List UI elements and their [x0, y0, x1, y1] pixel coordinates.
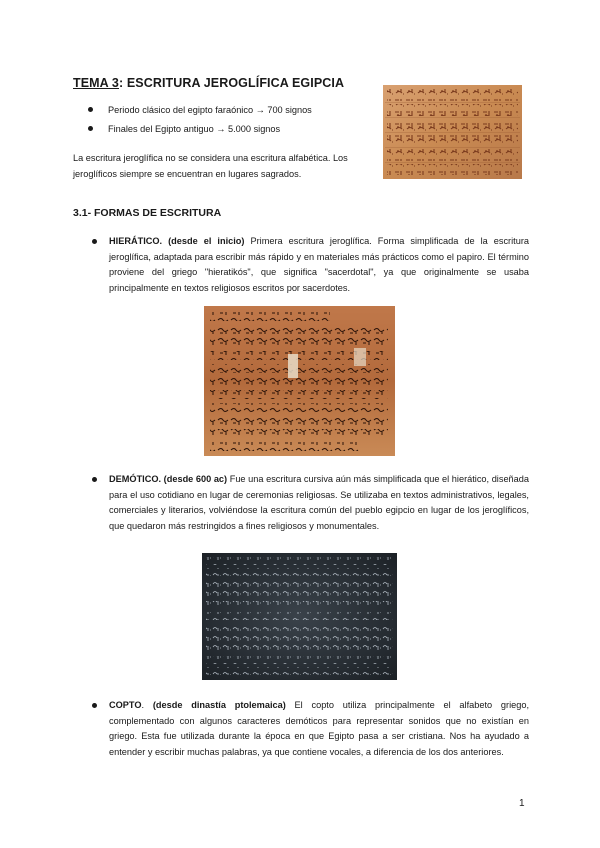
- section-heading: 3.1- FORMAS DE ESCRITURA: [73, 207, 222, 219]
- term: DEMÓTICO.: [109, 474, 162, 484]
- bullet-icon: [88, 126, 93, 131]
- date-range: (desde 600 ac): [163, 474, 228, 484]
- hieratic-papyrus-image: [204, 306, 395, 456]
- date-range: (desde el inicio): [168, 236, 245, 246]
- description: El copto utiliza principalmente el alfabeto griego, complementado con algunos caracteres demóticos para representar sonidos que no existían en griego. Esta fue utilizada durante la época en que Egipto pasa a ser cristiana. Nos ha ayudado a entender y escribir muchas palabras, ya que contiene vocales, a diferencia de los dos anteriores.: [109, 700, 529, 757]
- description: Fue una escritura cursiva aún más simplificada que el hierático, diseñada para el uso cotidiano en lugar de ceremonias religiosas. Se utilizaba en textos administrativos, legales, comerciales y literarios, volviéndose la escritura común del pueblo egipcio en lugar de los jeroglíficos, que quedaron más restringidos a fines religiosos y monumentales.: [109, 474, 529, 531]
- list-item-demotic: [92, 472, 529, 534]
- title-prefix: TEMA 3: [73, 76, 119, 90]
- page-title: [73, 76, 344, 90]
- hieroglyphic-carving-image: [383, 85, 522, 179]
- intro-paragraph: La escritura jeroglífica no se considera una escritura alfabética. Los jeroglíficos siempre se encuentran en lugares sagrados.: [73, 153, 348, 179]
- bullet-icon: [88, 107, 93, 112]
- title-rest: : ESCRITURA JEROGLÍFICA EGIPCIA: [118, 76, 345, 90]
- list-item: Finales del Egipto antiguo → 5.000 signos: [88, 119, 312, 138]
- date-range: (desde dinastía ptolemaica): [152, 700, 286, 710]
- term: HIERÁTICO.: [109, 236, 163, 246]
- bullet-icon: [92, 239, 97, 244]
- term: COPTO: [109, 700, 142, 710]
- list-item-hieratic: [92, 234, 529, 296]
- list-item-coptic: COPTO. (desde dinastía ptolemaica) El copto utiliza principalmente el alfabeto griego, complementado con algunos caracteres demóticos para representar sonidos que no existían en griego. Esta fue utilizada durante la época en que Egipto pasa a ser cristiana. Nos ha ayudado a entender y escribir muchas palabras, ya que contiene vocales, a diferencia de los dos anteriores.: [92, 698, 529, 760]
- list-item: Periodo clásico del egipto faraónico → 700 signos: [88, 100, 312, 119]
- summary-list: [88, 100, 312, 138]
- bullet-icon: [92, 703, 97, 708]
- page-number: 1: [519, 798, 525, 809]
- description: Primera escritura jeroglífica. Forma simplificada de la escritura jeroglífica, adaptada para escribir más rápido y en materiales más prácticos como el papiro. El término proviene del griego "hieratikós", que significa "sacerdotal", ya que originalmente se usaba principalmente en textos religiosos escritos por sacerdotes.: [109, 236, 529, 293]
- bullet-icon: [92, 477, 97, 482]
- demotic-stone-image: [202, 553, 397, 680]
